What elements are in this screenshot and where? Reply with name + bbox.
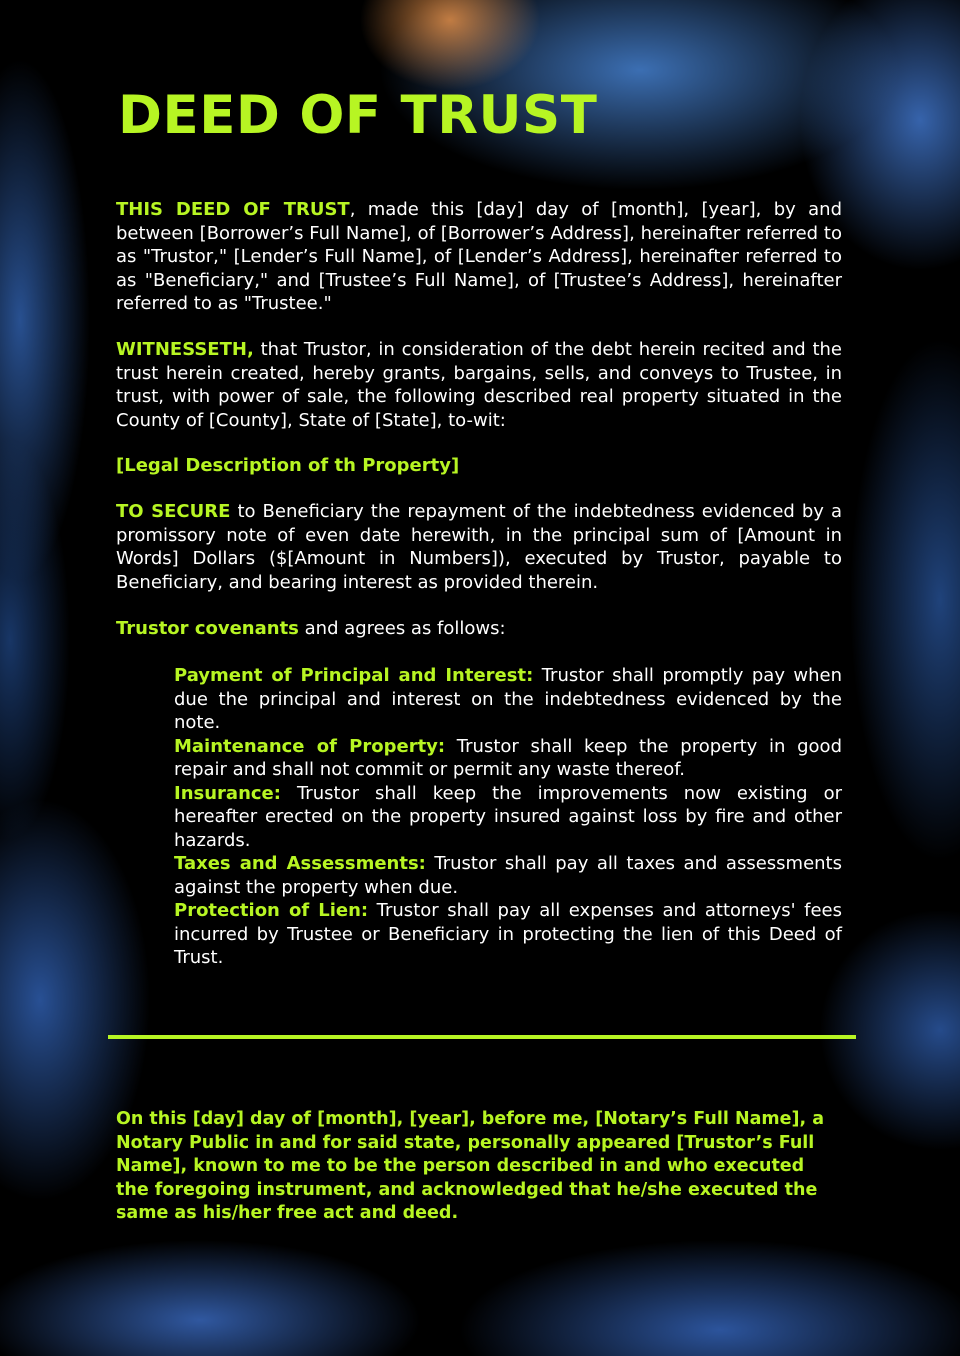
list-item (174, 735, 842, 782)
intro-text: , made this [day] day of [month], [year], by and between [Borrower’s Full Name], of [Borrower’s Address], hereinafter referred to as "Trustor," [Lender’s Full Name], of [Lender’s Address], hereinafter referred to as "Beneficiary," and [Trustee’s Full Name], of [Trustee’s Address], hereinafter referred to as "Trustee." (116, 199, 843, 314)
to-secure-lead: TO SECURE (116, 501, 231, 522)
covenants-lead: Trustor covenants (116, 618, 299, 639)
list-item (174, 899, 842, 970)
covenant-label: Payment of Principal and Interest: (174, 665, 534, 686)
intro-paragraph (116, 198, 842, 316)
list-item (174, 782, 842, 853)
intro-lead: THIS DEED OF TRUST (116, 199, 350, 220)
covenant-list (174, 664, 842, 970)
witnesseth-lead: WITNESSETH, (116, 339, 254, 360)
list-item (174, 664, 842, 735)
section-divider (108, 1035, 856, 1039)
legal-description: [Legal Description of th Property] (116, 455, 460, 476)
covenant-label: Taxes and Assessments: (174, 853, 426, 874)
to-secure-text: to Beneficiary the repayment of the indebtedness evidenced by a promissory note of even date herewith, in the principal sum of [Amount in Words] Dollars ($[Amount in Numbers]), executed by Trustor, payable to Beneficiary, and bearing interest as provided therein. (116, 501, 842, 593)
witnesseth-paragraph (116, 338, 842, 432)
covenant-text: Trustor shall keep the property in good repair and shall not commit or permit any waste thereof. (174, 735, 842, 780)
to-secure-paragraph (116, 500, 842, 594)
covenant-text: Trustor shall keep the improvements now existing or hereafter erected on the property insured against loss by fire and other hazards. (174, 782, 842, 851)
covenants-text: and agrees as follows: (298, 618, 506, 639)
covenant-label: Insurance: (174, 782, 281, 804)
notary-acknowledgment: On this [day] day of [month], [year], before me, [Notary’s Full Name], a Notary Public in and for said state, personally appeared [Trustor’s Full Name], known to me to be the person described in and who executed the foregoing instrument, and acknowledged that he/she executed the same as his/her free act and deed. (116, 1109, 825, 1224)
document-title: DEED OF TRUST (118, 85, 598, 146)
covenant-text: Trustor shall pay all taxes and assessments against the property when due. (174, 853, 842, 898)
covenant-text: Trustor shall pay all expenses and attorneys' fees incurred by Trustee or Beneficiary in protecting the lien of this Deed of Trust. (174, 900, 842, 968)
covenant-label: Maintenance of Property: (174, 735, 446, 757)
covenant-text: Trustor shall promptly pay when due the principal and interest on the indebtedness evidenced by the note. (174, 665, 842, 733)
witnesseth-text: that Trustor, in consideration of the debt herein recited and the trust herein created, hereby grants, bargains, sells, and conveys to Trustee, in trust, with power of sale, the following described real property situated in the County of [County], State of [State], to-wit: (116, 339, 842, 431)
covenants-intro (116, 617, 842, 641)
covenant-label: Protection of Lien: (174, 900, 369, 921)
list-item (174, 852, 842, 899)
